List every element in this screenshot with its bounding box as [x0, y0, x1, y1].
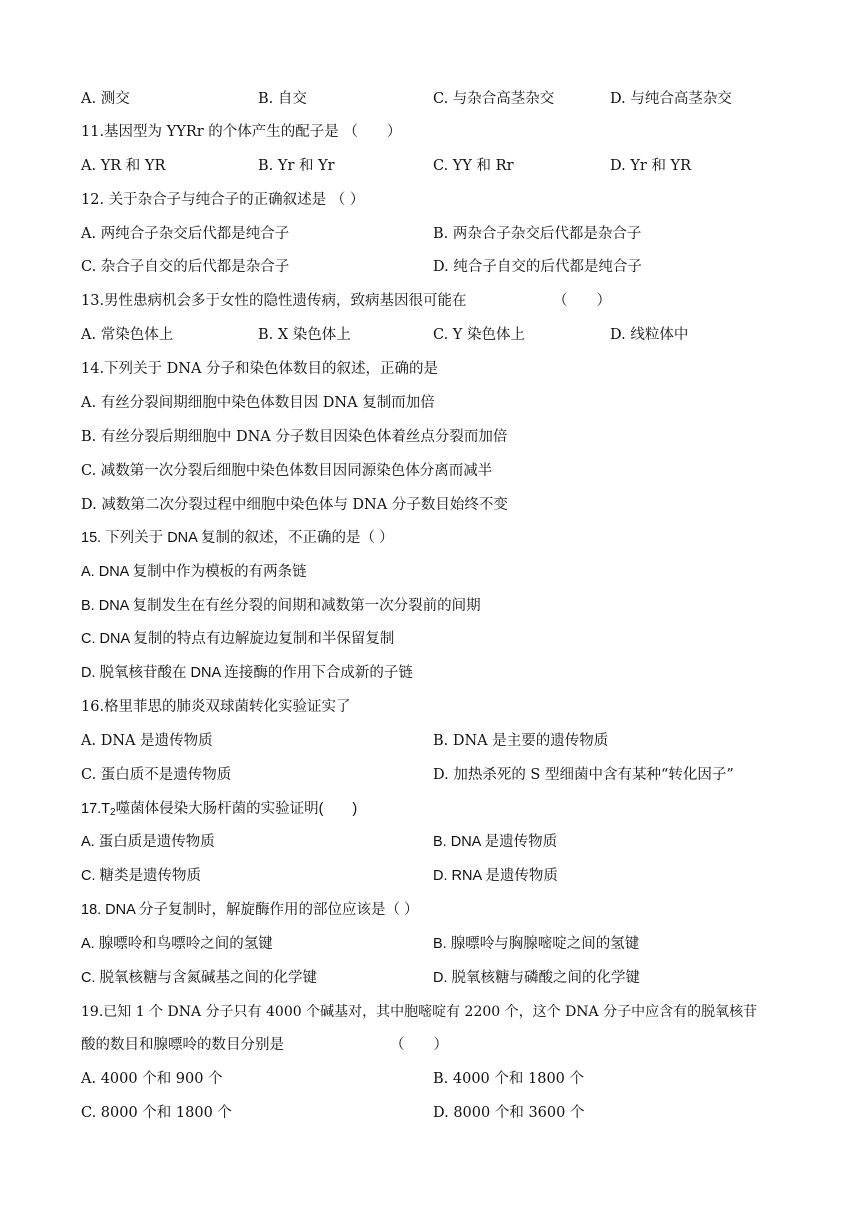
- q14-option-b: B. 有丝分裂后期细胞中 DNA 分子数目因染色体着丝点分裂而加倍: [81, 429, 508, 445]
- q19-answer-bracket: （ ）: [390, 1037, 448, 1053]
- q16-option-b: B. DNA 是主要的遗传物质: [433, 733, 609, 749]
- q11-option-b: B. Yr 和 Yr: [258, 158, 335, 174]
- q18-option-a: A. 腺嘌呤和鸟嘌呤之间的氢键: [81, 936, 273, 952]
- q13-answer-bracket: （ ）: [553, 293, 611, 309]
- q14-option-a: A. 有丝分裂间期细胞中染色体数目因 DNA 复制而加倍: [81, 395, 435, 411]
- question-16-stem: 16.格里菲思的肺炎双球菌转化实验证实了: [81, 699, 351, 715]
- q17-stem-subscript: 2: [110, 807, 116, 818]
- q15-option-c: C. DNA 复制的特点有边解旋边复制和半保留复制: [81, 631, 395, 647]
- q17-stem-suffix: 噬菌体侵染大肠杆菌的实验证明( ): [115, 801, 358, 817]
- question-11-stem: 11.基因型为 YYRr 的个体产生的配子是 （ ）: [81, 124, 402, 140]
- q11-option-d: D. Yr 和 YR: [610, 158, 692, 174]
- q16-option-a: A. DNA 是遗传物质: [81, 733, 213, 749]
- question-13-stem: 13.男性患病机会多于女性的隐性遗传病，致病基因很可能在: [81, 293, 467, 309]
- q12-option-a: A. 两纯合子杂交后代都是纯合子: [81, 226, 290, 242]
- question-19-stem-line2: 酸的数目和腺嘌呤的数目分别是: [81, 1037, 284, 1053]
- q12-option-c: C. 杂合子自交的后代都是杂合子: [81, 259, 290, 275]
- question-12-stem: 12. 关于杂合子与纯合子的正确叙述是 （ ）: [81, 192, 365, 208]
- q19-option-a: A. 4000 个和 900 个: [81, 1071, 223, 1087]
- q11-option-c: C. YY 和 Rr: [433, 158, 514, 174]
- q14-option-d: D. 减数第二次分裂过程中细胞中染色体与 DNA 分子数目始终不变: [81, 497, 508, 513]
- q19-option-d: D. 8000 个和 3600 个: [433, 1105, 585, 1121]
- q17-option-a: A. 蛋白质是遗传物质: [81, 834, 215, 850]
- q18-option-c: C. 脱氧核糖与含氮碱基之间的化学键: [81, 970, 318, 986]
- q13-option-d: D. 线粒体中: [610, 327, 689, 343]
- question-14-stem: 14.下列关于 DNA 分子和染色体数目的叙述，正确的是: [81, 361, 439, 377]
- q11-option-a: A. YR 和 YR: [81, 158, 166, 174]
- q17-option-c: C. 糖类是遗传物质: [81, 868, 202, 884]
- q17-option-b: B. DNA 是遗传物质: [433, 834, 558, 850]
- q14-option-c: C. 减数第一次分裂后细胞中染色体数目因同源染色体分离而减半: [81, 463, 493, 479]
- q10-option-a: A. 测交: [81, 91, 130, 107]
- q15-option-a: A. DNA 复制中作为模板的有两条链: [81, 564, 307, 580]
- question-15-stem: 15. 下列关于 DNA 复制的叙述，不正确的是（ ）: [81, 530, 394, 546]
- q15-option-d: D. 脱氧核苷酸在 DNA 连接酶的作用下合成新的子链: [81, 665, 413, 681]
- q15-option-b: B. DNA 复制发生在有丝分裂的间期和减数第一次分裂前的间期: [81, 598, 481, 614]
- q19-option-b: B. 4000 个和 1800 个: [433, 1071, 585, 1087]
- q16-option-d: D. 加热杀死的 S 型细菌中含有某种“转化因子”: [433, 767, 734, 783]
- q18-option-d: D. 脱氧核糖与磷酸之间的化学键: [433, 970, 641, 986]
- question-18-stem: 18. DNA 分子复制时，解旋酶作用的部位应该是（ ）: [81, 902, 419, 918]
- q12-option-d: D. 纯合子自交的后代都是纯合子: [433, 259, 642, 275]
- q17-stem-prefix: 17.T: [81, 801, 111, 817]
- q10-option-b: B. 自交: [258, 91, 307, 107]
- q10-option-d: D. 与纯合高茎杂交: [610, 91, 732, 107]
- q13-option-b: B. X 染色体上: [258, 327, 351, 343]
- q13-option-c: C. Y 染色体上: [433, 327, 525, 343]
- question-19-stem-line1: 19.已知 1 个 DNA 分子只有 4000 个碱基对，其中胞嘧啶有 2200 个，这个 DNA 分子中应含有的脱氧核苷: [81, 1004, 758, 1020]
- q10-option-c: C. 与杂合高茎杂交: [433, 91, 555, 107]
- q18-option-b: B. 腺嘌呤与胸腺嘧啶之间的氢键: [433, 936, 640, 952]
- question-17-stem: [81, 799, 357, 823]
- q13-option-a: A. 常染色体上: [81, 327, 174, 343]
- q16-option-c: C. 蛋白质不是遗传物质: [81, 767, 232, 783]
- q12-option-b: B. 两杂合子杂交后代都是杂合子: [433, 226, 642, 242]
- q17-option-d: D. RNA 是遗传物质: [433, 868, 558, 884]
- q19-option-c: C. 8000 个和 1800 个: [81, 1105, 232, 1121]
